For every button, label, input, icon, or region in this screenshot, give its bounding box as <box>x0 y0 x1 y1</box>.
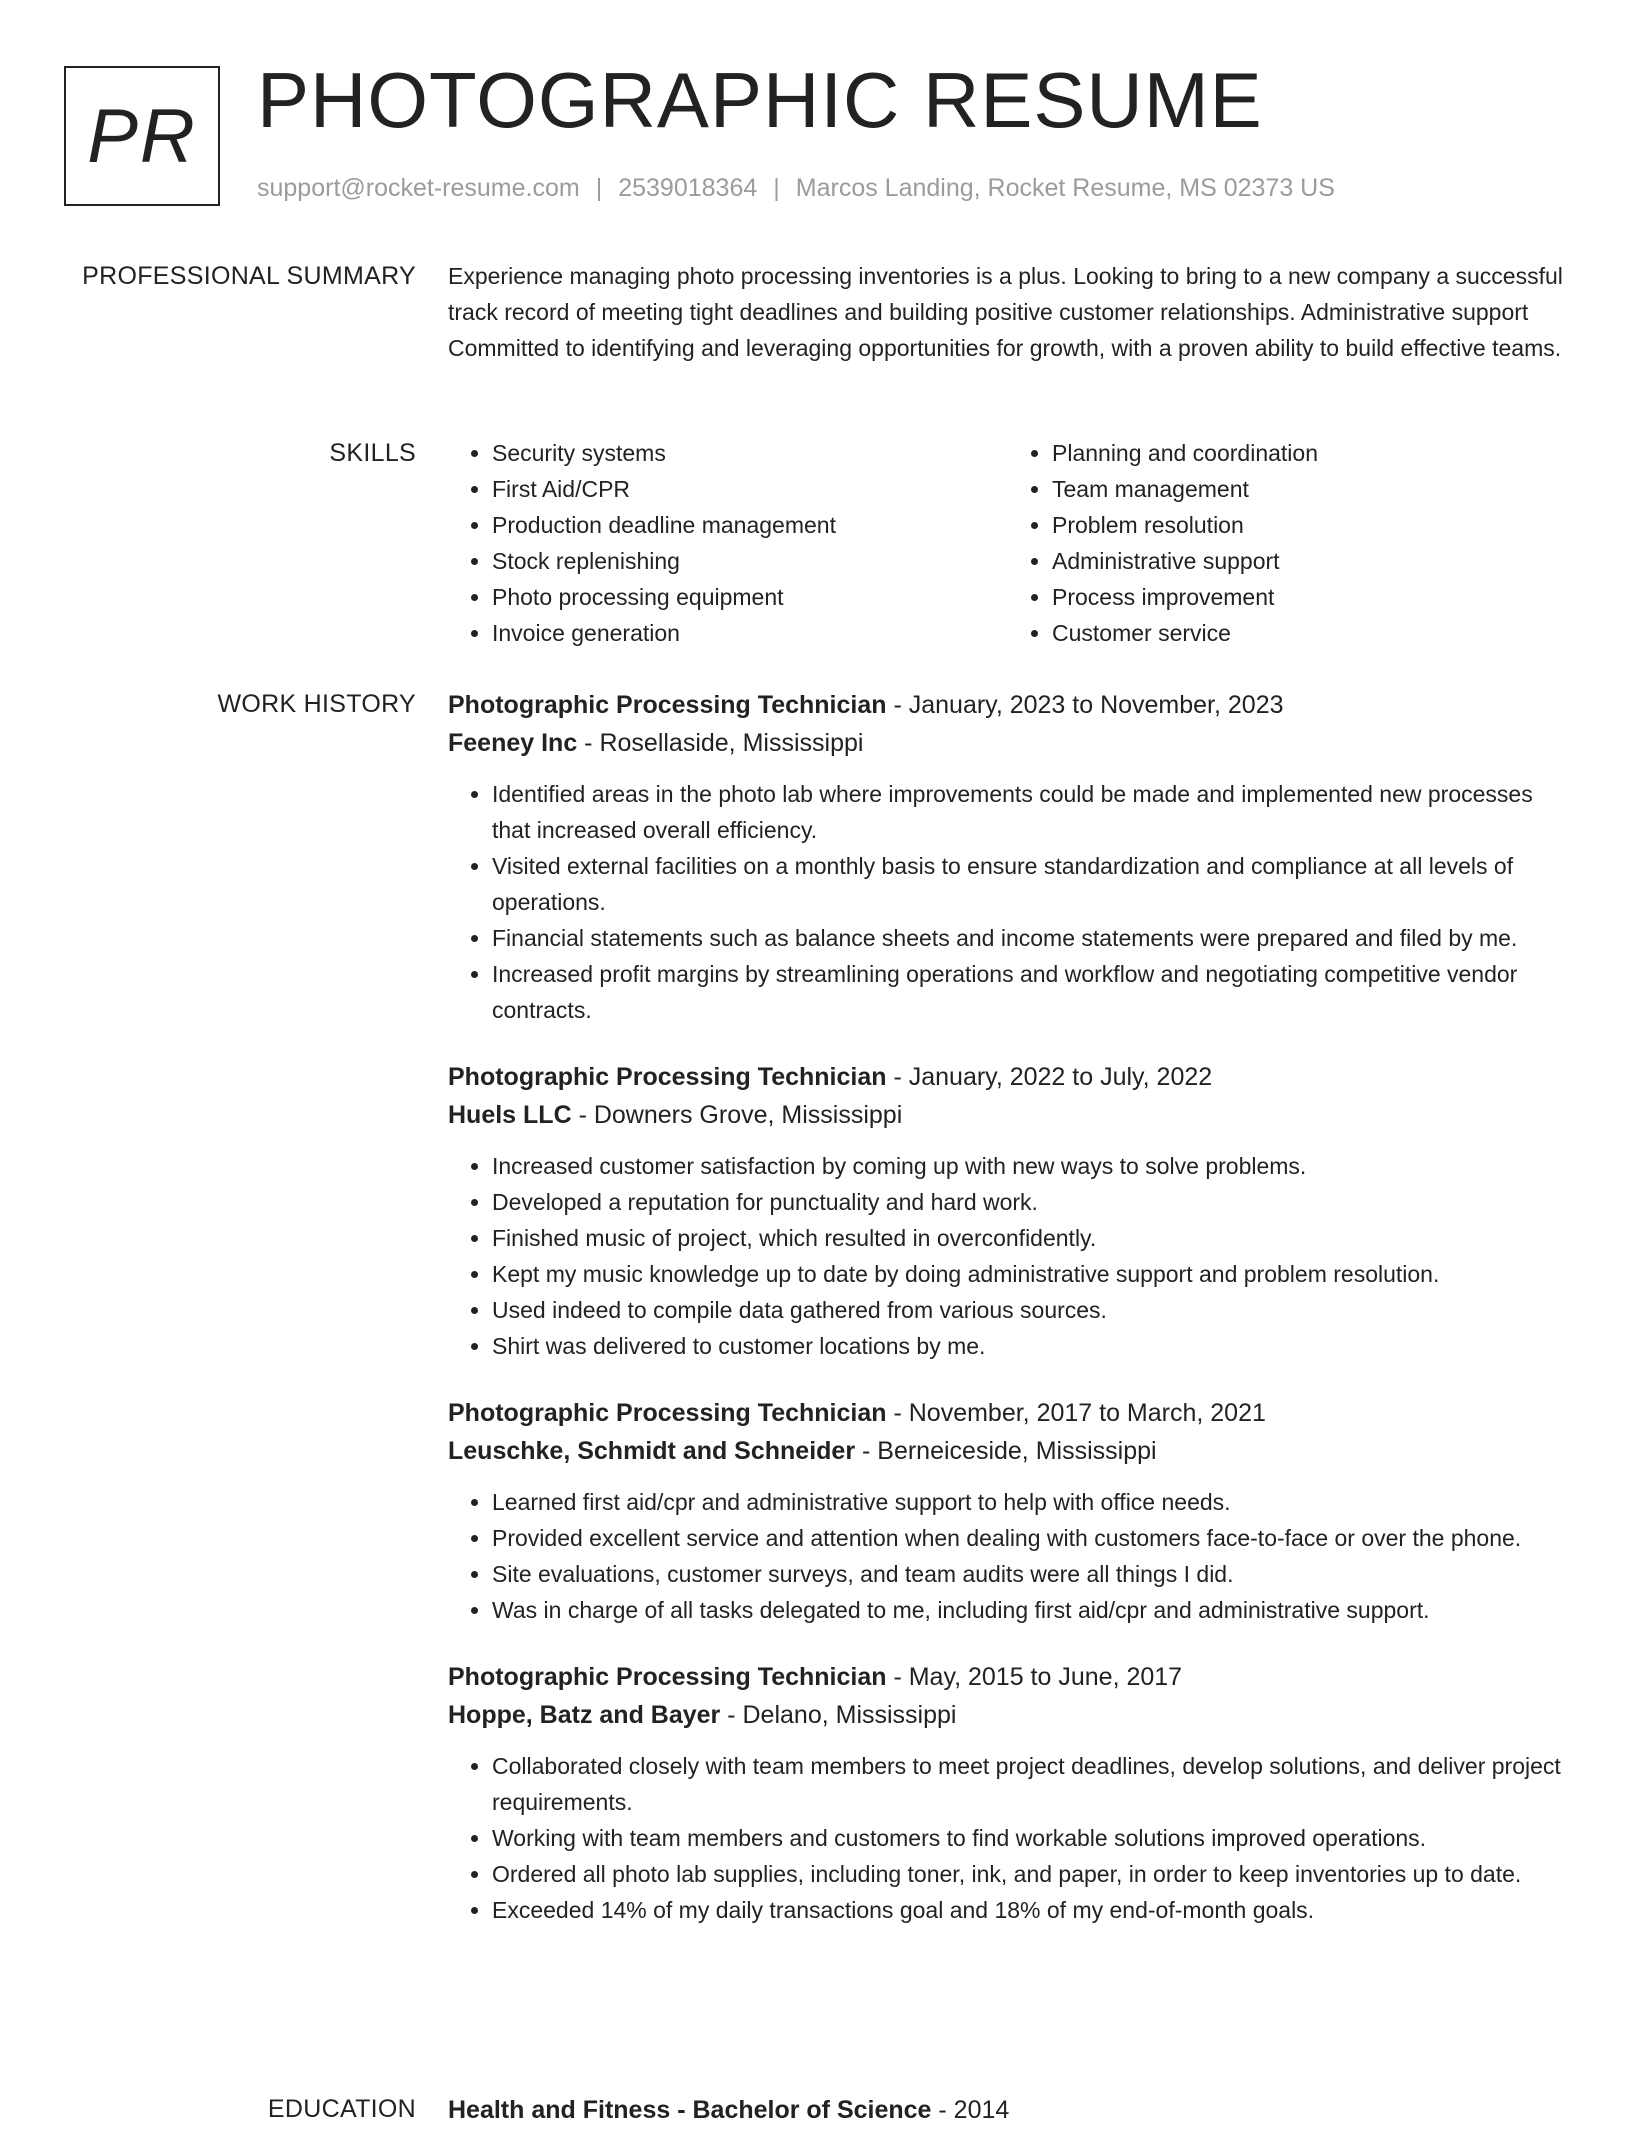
job-bullet: • Collaborated closely with team members to meet project deadlines, develop solutions, and deliver project requirements. <box>492 1748 1568 1820</box>
summary-heading: PROFESSIONAL SUMMARY <box>82 262 416 290</box>
skill-item: • Security systems <box>492 435 1008 471</box>
job-bullet: • Increased profit margins by streamlining operations and workflow and negotiating competitive vendor contracts. <box>492 956 1568 1028</box>
skill-item: • Photo processing equipment <box>492 579 1008 615</box>
job-dates: - May, 2015 to June, 2017 <box>886 1663 1183 1691</box>
job-bullet: • Increased customer satisfaction by coming up with new ways to solve problems. <box>492 1148 1568 1184</box>
job-location: - Rosellaside, Mississippi <box>577 729 864 757</box>
skill-item: • Production deadline management <box>492 507 1008 543</box>
job-bullet: • Visited external facilities on a monthly basis to ensure standardization and compliance at all levels of operations. <box>492 848 1568 920</box>
skill-item: • Team management <box>1052 471 1568 507</box>
job-entry <box>448 1058 1568 1364</box>
job-title: Photographic Processing Technician <box>448 1399 887 1427</box>
skill-item: • First Aid/CPR <box>492 471 1008 507</box>
contact-line <box>257 174 1335 203</box>
skill-item: • Administrative support <box>1052 543 1568 579</box>
job-bullet: • Finished music of project, which resulted in overconfidently. <box>492 1220 1568 1256</box>
job-location: - Berneiceside, Mississippi <box>855 1437 1157 1465</box>
job-bullets <box>448 1148 1568 1364</box>
job-location: - Delano, Mississippi <box>720 1701 957 1729</box>
contact-separator: | <box>595 174 603 202</box>
job-company-line <box>448 724 1568 762</box>
job-title: Photographic Processing Technician <box>448 691 887 719</box>
education-heading: EDUCATION <box>267 2095 416 2123</box>
job-bullet: • Provided excellent service and attention when dealing with customers face-to-face or over the phone. <box>492 1520 1568 1556</box>
education-degree: Health and Fitness - Bachelor of Science <box>448 2096 932 2124</box>
job-bullet: • Working with team members and customers to find workable solutions improved operations. <box>492 1820 1568 1856</box>
job-bullet: • Kept my music knowledge up to date by doing administrative support and problem resolution. <box>492 1256 1568 1292</box>
job-location: - Downers Grove, Mississippi <box>571 1101 903 1129</box>
work-history-heading: WORK HISTORY <box>217 690 416 718</box>
contact-separator: | <box>773 174 780 202</box>
job-bullet: • Developed a reputation for punctuality and hard work. <box>492 1184 1568 1220</box>
job-dates: - November, 2017 to March, 2021 <box>886 1399 1266 1427</box>
skill-item: • Planning and coordination <box>1052 435 1568 471</box>
job-company-line <box>448 1696 1568 1734</box>
contact-phone: 2539018364 <box>618 174 758 202</box>
skills-list-right <box>1008 435 1568 651</box>
monogram-logo: PR <box>64 66 220 206</box>
job-company-line <box>448 1432 1568 1470</box>
job-bullet: • Site evaluations, customer surveys, and team audits were all things I did. <box>492 1556 1568 1592</box>
contact-email: support@rocket-resume.com <box>257 174 580 202</box>
job-company: Huels LLC <box>448 1101 572 1129</box>
job-title-line <box>448 1658 1568 1696</box>
job-bullet: • Learned first aid/cpr and administrative support to help with office needs. <box>492 1484 1568 1520</box>
skill-item: • Invoice generation <box>492 615 1008 651</box>
job-bullet: • Exceeded 14% of my daily transactions goal and 18% of my end-of-month goals. <box>492 1892 1568 1928</box>
job-company-line <box>448 1096 1568 1134</box>
job-title-line <box>448 1058 1568 1096</box>
job-bullet: • Ordered all photo lab supplies, including toner, ink, and paper, in order to keep inventories up to date. <box>492 1856 1568 1892</box>
skills-heading: SKILLS <box>329 439 416 467</box>
job-bullet: • Was in charge of all tasks delegated to me, including first aid/cpr and administrative support. <box>492 1592 1568 1628</box>
job-title: Photographic Processing Technician <box>448 1663 887 1691</box>
skill-item: • Problem resolution <box>1052 507 1568 543</box>
job-company: Hoppe, Batz and Bayer <box>448 1701 721 1729</box>
job-bullets <box>448 1748 1568 1928</box>
job-entry <box>448 1394 1568 1628</box>
education-entry <box>448 2091 1568 2129</box>
job-title-line <box>448 686 1568 724</box>
job-bullet: • Shirt was delivered to customer locations by me. <box>492 1328 1568 1364</box>
job-dates: - January, 2023 to November, 2023 <box>886 691 1284 719</box>
job-company: Feeney Inc <box>448 729 578 757</box>
job-bullets <box>448 776 1568 1028</box>
job-title-line <box>448 1394 1568 1432</box>
job-bullets <box>448 1484 1568 1628</box>
job-title: Photographic Processing Technician <box>448 1063 887 1091</box>
job-bullet: • Identified areas in the photo lab where improvements could be made and implemented new processes that increased overall efficiency. <box>492 776 1568 848</box>
skills-list-left <box>448 435 1008 651</box>
skill-item: • Process improvement <box>1052 579 1568 615</box>
job-entry <box>448 1658 1568 1928</box>
job-entry <box>448 686 1568 1028</box>
resume-title: PHOTOGRAPHIC RESUME <box>257 56 1263 144</box>
education-year: - 2014 <box>931 2096 1010 2124</box>
skill-item: • Customer service <box>1052 615 1568 651</box>
job-bullet: • Used indeed to compile data gathered from various sources. <box>492 1292 1568 1328</box>
job-bullet: • Financial statements such as balance sheets and income statements were prepared and filed by me. <box>492 920 1568 956</box>
summary-text: Experience managing photo processing inventories is a plus. Looking to bring to a new company a successful track record of meeting tight deadlines and building positive customer relationships. Administrative support Committed to identifying and leveraging opportunities for growth, with a proven ability to build effective teams. <box>448 263 1563 361</box>
contact-address: Marcos Landing, Rocket Resume, MS 02373 US <box>795 174 1335 202</box>
skill-item: • Stock replenishing <box>492 543 1008 579</box>
job-dates: - January, 2022 to July, 2022 <box>886 1063 1213 1091</box>
job-company: Leuschke, Schmidt and Schneider <box>448 1437 856 1465</box>
